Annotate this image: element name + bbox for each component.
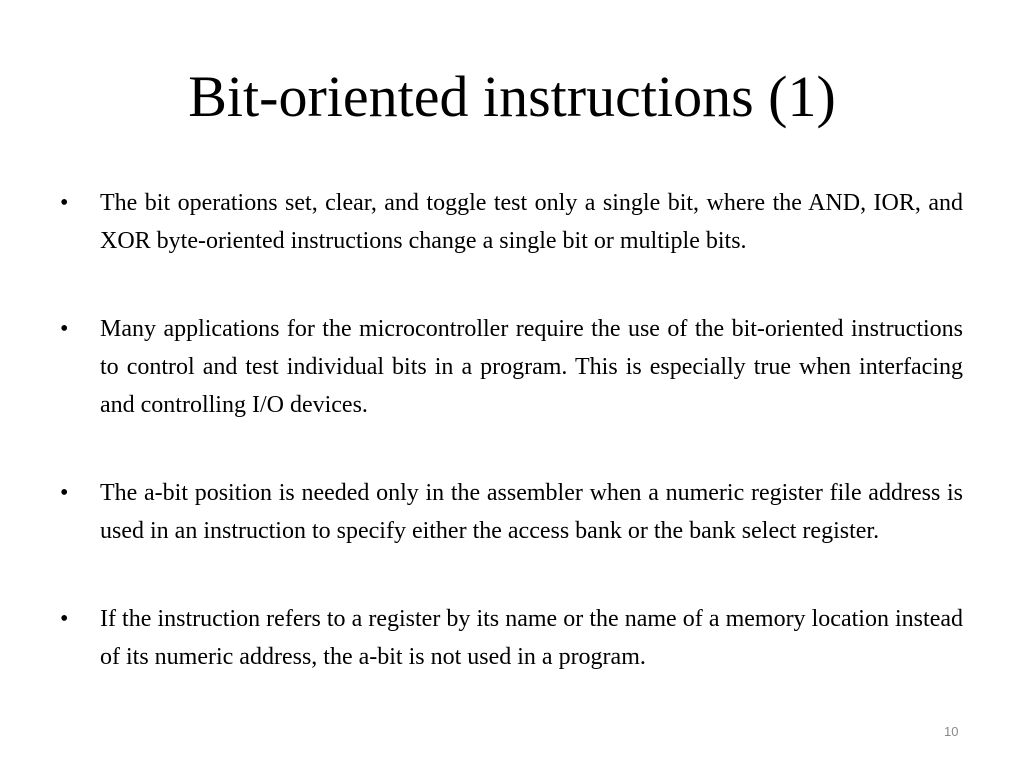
bullet-icon: •: [60, 190, 69, 216]
bullet-item: [60, 184, 963, 260]
bullet-text: Many applications for the microcontroller require the use of the bit-oriented instructions to control and test individual bits in a program. This is especially true when interfacing and controlling I/O devices.: [100, 316, 963, 418]
bullet-icon: •: [60, 480, 69, 506]
page-number: 10: [944, 724, 959, 739]
bullet-text: The bit operations set, clear, and toggle test only a single bit, where the AND, IOR, and XOR byte-oriented instructions change a single bit or multiple bits.: [100, 190, 963, 254]
bullet-item: [60, 474, 963, 550]
bullet-item: [60, 600, 963, 676]
bullet-text: If the instruction refers to a register by its name or the name of a memory location instead of its numeric address, the a-bit is not used in a program.: [100, 606, 963, 670]
bullet-item: [60, 310, 963, 424]
bullet-icon: •: [60, 606, 69, 632]
bullet-icon: •: [60, 316, 69, 342]
slide-title: Bit-oriented instructions (1): [188, 64, 836, 129]
bullet-list: [60, 184, 963, 676]
bullet-text: The a-bit position is needed only in the assembler when a numeric register file address is used in an instruction to specify either the access bank or the bank select register.: [100, 480, 963, 544]
